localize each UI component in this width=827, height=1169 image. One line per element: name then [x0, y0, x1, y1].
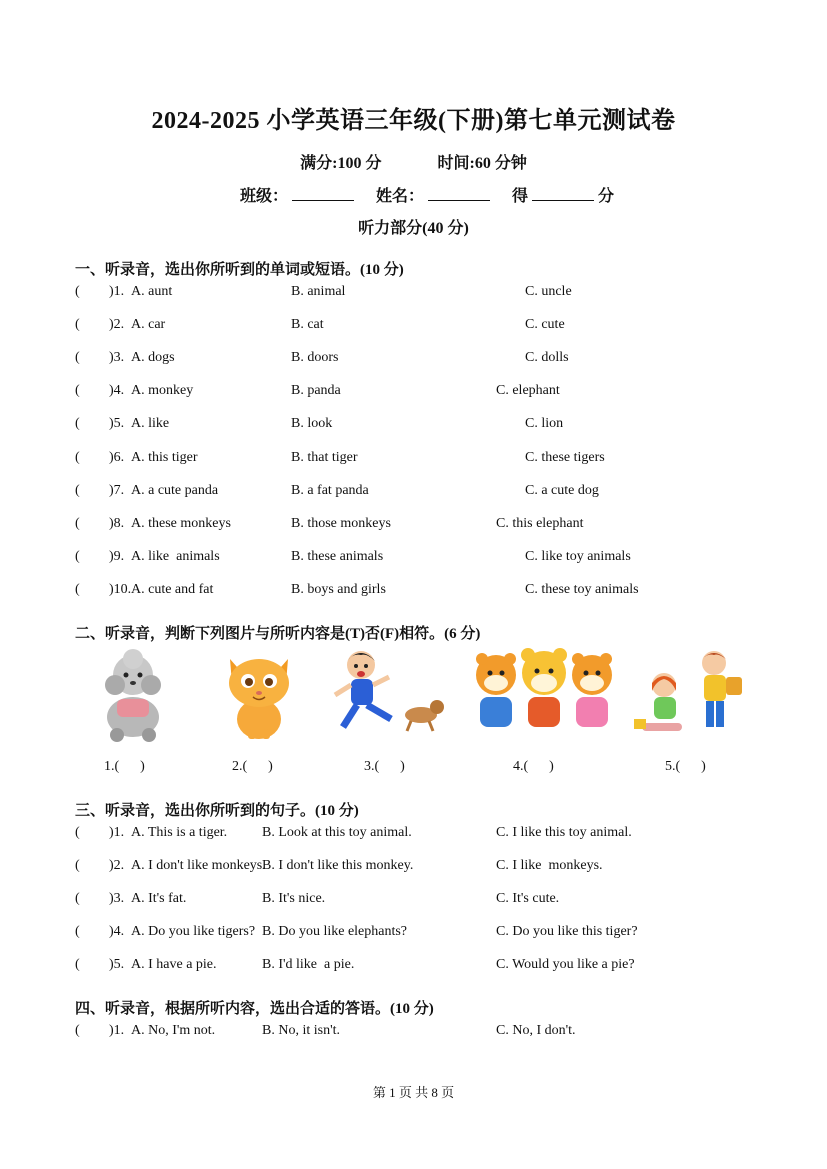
option-c: C. lion: [525, 416, 564, 432]
option-c: C. Would you like a pie?: [496, 957, 635, 973]
question-row: [75, 516, 755, 536]
option-c: C. elephant: [496, 383, 560, 399]
time-limit: 时间:60 分钟: [437, 155, 527, 172]
part-title: 听力部分(40 分): [358, 220, 469, 237]
answer-blank[interactable]: (: [75, 924, 80, 940]
question-number: )4.: [109, 924, 125, 940]
option-a: A. dogs: [131, 350, 175, 366]
option-c: C. It's cute.: [496, 891, 560, 907]
answer-blank[interactable]: (: [75, 416, 80, 432]
option-b: B. Do you like elephants?: [262, 924, 408, 940]
option-b: B. I'd like a pie.: [262, 957, 355, 973]
question-number: )7.: [109, 482, 125, 498]
question-row: [75, 1023, 755, 1043]
question-row: [75, 416, 755, 436]
section-heading: 三、听录音，选出你所听到的句子。(10 分): [75, 803, 359, 819]
question-number: )2.: [109, 858, 125, 874]
question-row: [75, 350, 755, 370]
question-number: )1.: [109, 284, 125, 299]
question-row: [75, 891, 755, 911]
question-number: )2.: [109, 317, 125, 333]
option-b: B. No, it isn't.: [262, 1023, 340, 1038]
question-row: [75, 957, 755, 977]
question-row: [75, 483, 755, 503]
option-c: C. a cute dog: [525, 482, 599, 498]
answer-blank[interactable]: (: [75, 957, 80, 973]
answer-blank[interactable]: (: [75, 317, 80, 333]
exam-meta: [0, 150, 827, 173]
option-b: B. boys and girls: [291, 581, 386, 597]
question-number: )6.: [109, 449, 125, 465]
option-c: C. these toy animals: [525, 581, 639, 597]
option-c: C. these tigers: [525, 449, 605, 465]
picture-answer-blank[interactable]: 4.( ): [513, 759, 554, 774]
children-with-toys-icon: [632, 647, 750, 747]
score-label: 得: [512, 188, 529, 205]
answer-blank[interactable]: (: [75, 548, 80, 564]
question-number: )4.: [109, 383, 125, 399]
question-number: )5.: [109, 416, 125, 432]
option-b: B. these animals: [291, 548, 384, 564]
option-a: A. a cute panda: [131, 482, 219, 498]
option-a: A. I have a pie.: [131, 957, 217, 973]
option-b: B. animal: [291, 284, 346, 299]
answer-blank[interactable]: (: [75, 891, 80, 907]
answer-blank[interactable]: (: [75, 858, 80, 874]
option-a: A. I don't like monkeys.: [131, 858, 266, 874]
option-c: C. uncle: [525, 284, 572, 299]
answer-blank[interactable]: (: [75, 449, 80, 465]
option-c: C. this elephant: [496, 515, 584, 531]
option-a: A. monkey: [131, 383, 194, 399]
question-number: )10.: [109, 581, 132, 597]
option-c: C. I like this toy animal.: [496, 825, 632, 840]
full-score: 满分:100 分: [300, 155, 382, 172]
question-number: )3.: [109, 891, 125, 907]
page-title: 2024-2025 小学英语三年级(下册)第七单元测试卷: [151, 108, 676, 134]
boy-chased-by-dog-icon: [333, 647, 448, 747]
question-number: )8.: [109, 515, 125, 531]
option-a: A. these monkeys: [131, 515, 231, 531]
question-row: [75, 549, 755, 569]
option-c: C. dolls: [525, 350, 569, 366]
option-b: B. that tiger: [291, 449, 358, 465]
option-b: B. panda: [291, 383, 341, 399]
option-c: C. cute: [525, 317, 565, 333]
question-row: [75, 582, 755, 602]
option-b: B. those monkeys: [291, 515, 391, 531]
question-row: [75, 858, 755, 878]
option-a: A. aunt: [131, 284, 173, 299]
question-number: )1.: [109, 825, 125, 840]
class-label: 班级：: [240, 188, 289, 205]
section-heading: 二、听录音，判断下列图片与所听内容是(T)否(F)相符。(6 分): [75, 626, 481, 642]
score-blank[interactable]: [532, 186, 594, 201]
option-c: C. I like monkeys.: [496, 858, 603, 874]
question-number: )3.: [109, 350, 125, 366]
question-row: [75, 284, 755, 304]
poodle-icon: [93, 647, 173, 747]
option-b: B. cat: [291, 317, 324, 333]
section-heading: 一、听录音，选出你所听到的单词或短语。(10 分): [75, 262, 404, 278]
option-c: C. like toy animals: [525, 548, 631, 564]
option-a: A. like: [131, 416, 170, 432]
question-row: [75, 450, 755, 470]
picture-answer-blank[interactable]: 2.( ): [232, 759, 273, 774]
question-row: [75, 383, 755, 403]
question-row: [75, 825, 755, 845]
question-number: )1.: [109, 1023, 125, 1038]
option-a: A. It's fat.: [131, 891, 187, 907]
answer-blank[interactable]: (: [75, 825, 80, 840]
option-b: B. I don't like this monkey.: [262, 858, 414, 874]
question-row: [75, 317, 755, 337]
option-b: B. It's nice.: [262, 891, 326, 907]
name-label: 姓名：: [376, 188, 425, 205]
question-row: [75, 924, 755, 944]
option-a: A. No, I'm not.: [131, 1023, 216, 1038]
picture-answer-blank[interactable]: 5.( ): [665, 759, 706, 774]
three-tigers-icon: [470, 647, 618, 742]
question-number: )9.: [109, 548, 125, 564]
option-c: C. No, I don't.: [496, 1023, 576, 1038]
option-b: B. Look at this toy animal.: [262, 825, 412, 840]
option-b: B. doors: [291, 350, 339, 366]
option-a: A. this tiger: [131, 449, 198, 465]
option-a: A. like animals: [131, 548, 220, 564]
answer-blank[interactable]: (: [75, 350, 80, 366]
answer-blank[interactable]: (: [75, 482, 80, 498]
picture-answer-blank[interactable]: 3.( ): [364, 759, 405, 774]
section-heading: 四、听录音，根据所听内容，选出合适的答语。(10 分): [75, 1001, 434, 1017]
question-number: )5.: [109, 957, 125, 973]
option-a: A. cute and fat: [131, 581, 214, 597]
answer-blank[interactable]: (: [75, 515, 80, 531]
name-blank[interactable]: [428, 186, 490, 201]
option-b: B. a fat panda: [291, 482, 369, 498]
option-a: A. car: [131, 317, 166, 333]
answer-blank[interactable]: (: [75, 581, 80, 597]
class-blank[interactable]: [292, 186, 354, 201]
answer-blank[interactable]: (: [75, 383, 80, 399]
answer-blank[interactable]: (: [75, 284, 80, 299]
option-c: C. Do you like this tiger?: [496, 924, 638, 940]
answer-blank[interactable]: (: [75, 1023, 80, 1038]
option-b: B. look: [291, 416, 333, 432]
option-a: A. This is a tiger.: [131, 825, 228, 840]
student-info: [240, 183, 614, 206]
score-unit: 分: [598, 188, 615, 205]
option-a: A. Do you like tigers?: [131, 924, 256, 940]
kitten-icon: [218, 647, 300, 747]
page-footer: 第 1 页 共 8 页: [372, 1085, 455, 1100]
picture-answer-blank[interactable]: 1.( ): [104, 759, 145, 774]
